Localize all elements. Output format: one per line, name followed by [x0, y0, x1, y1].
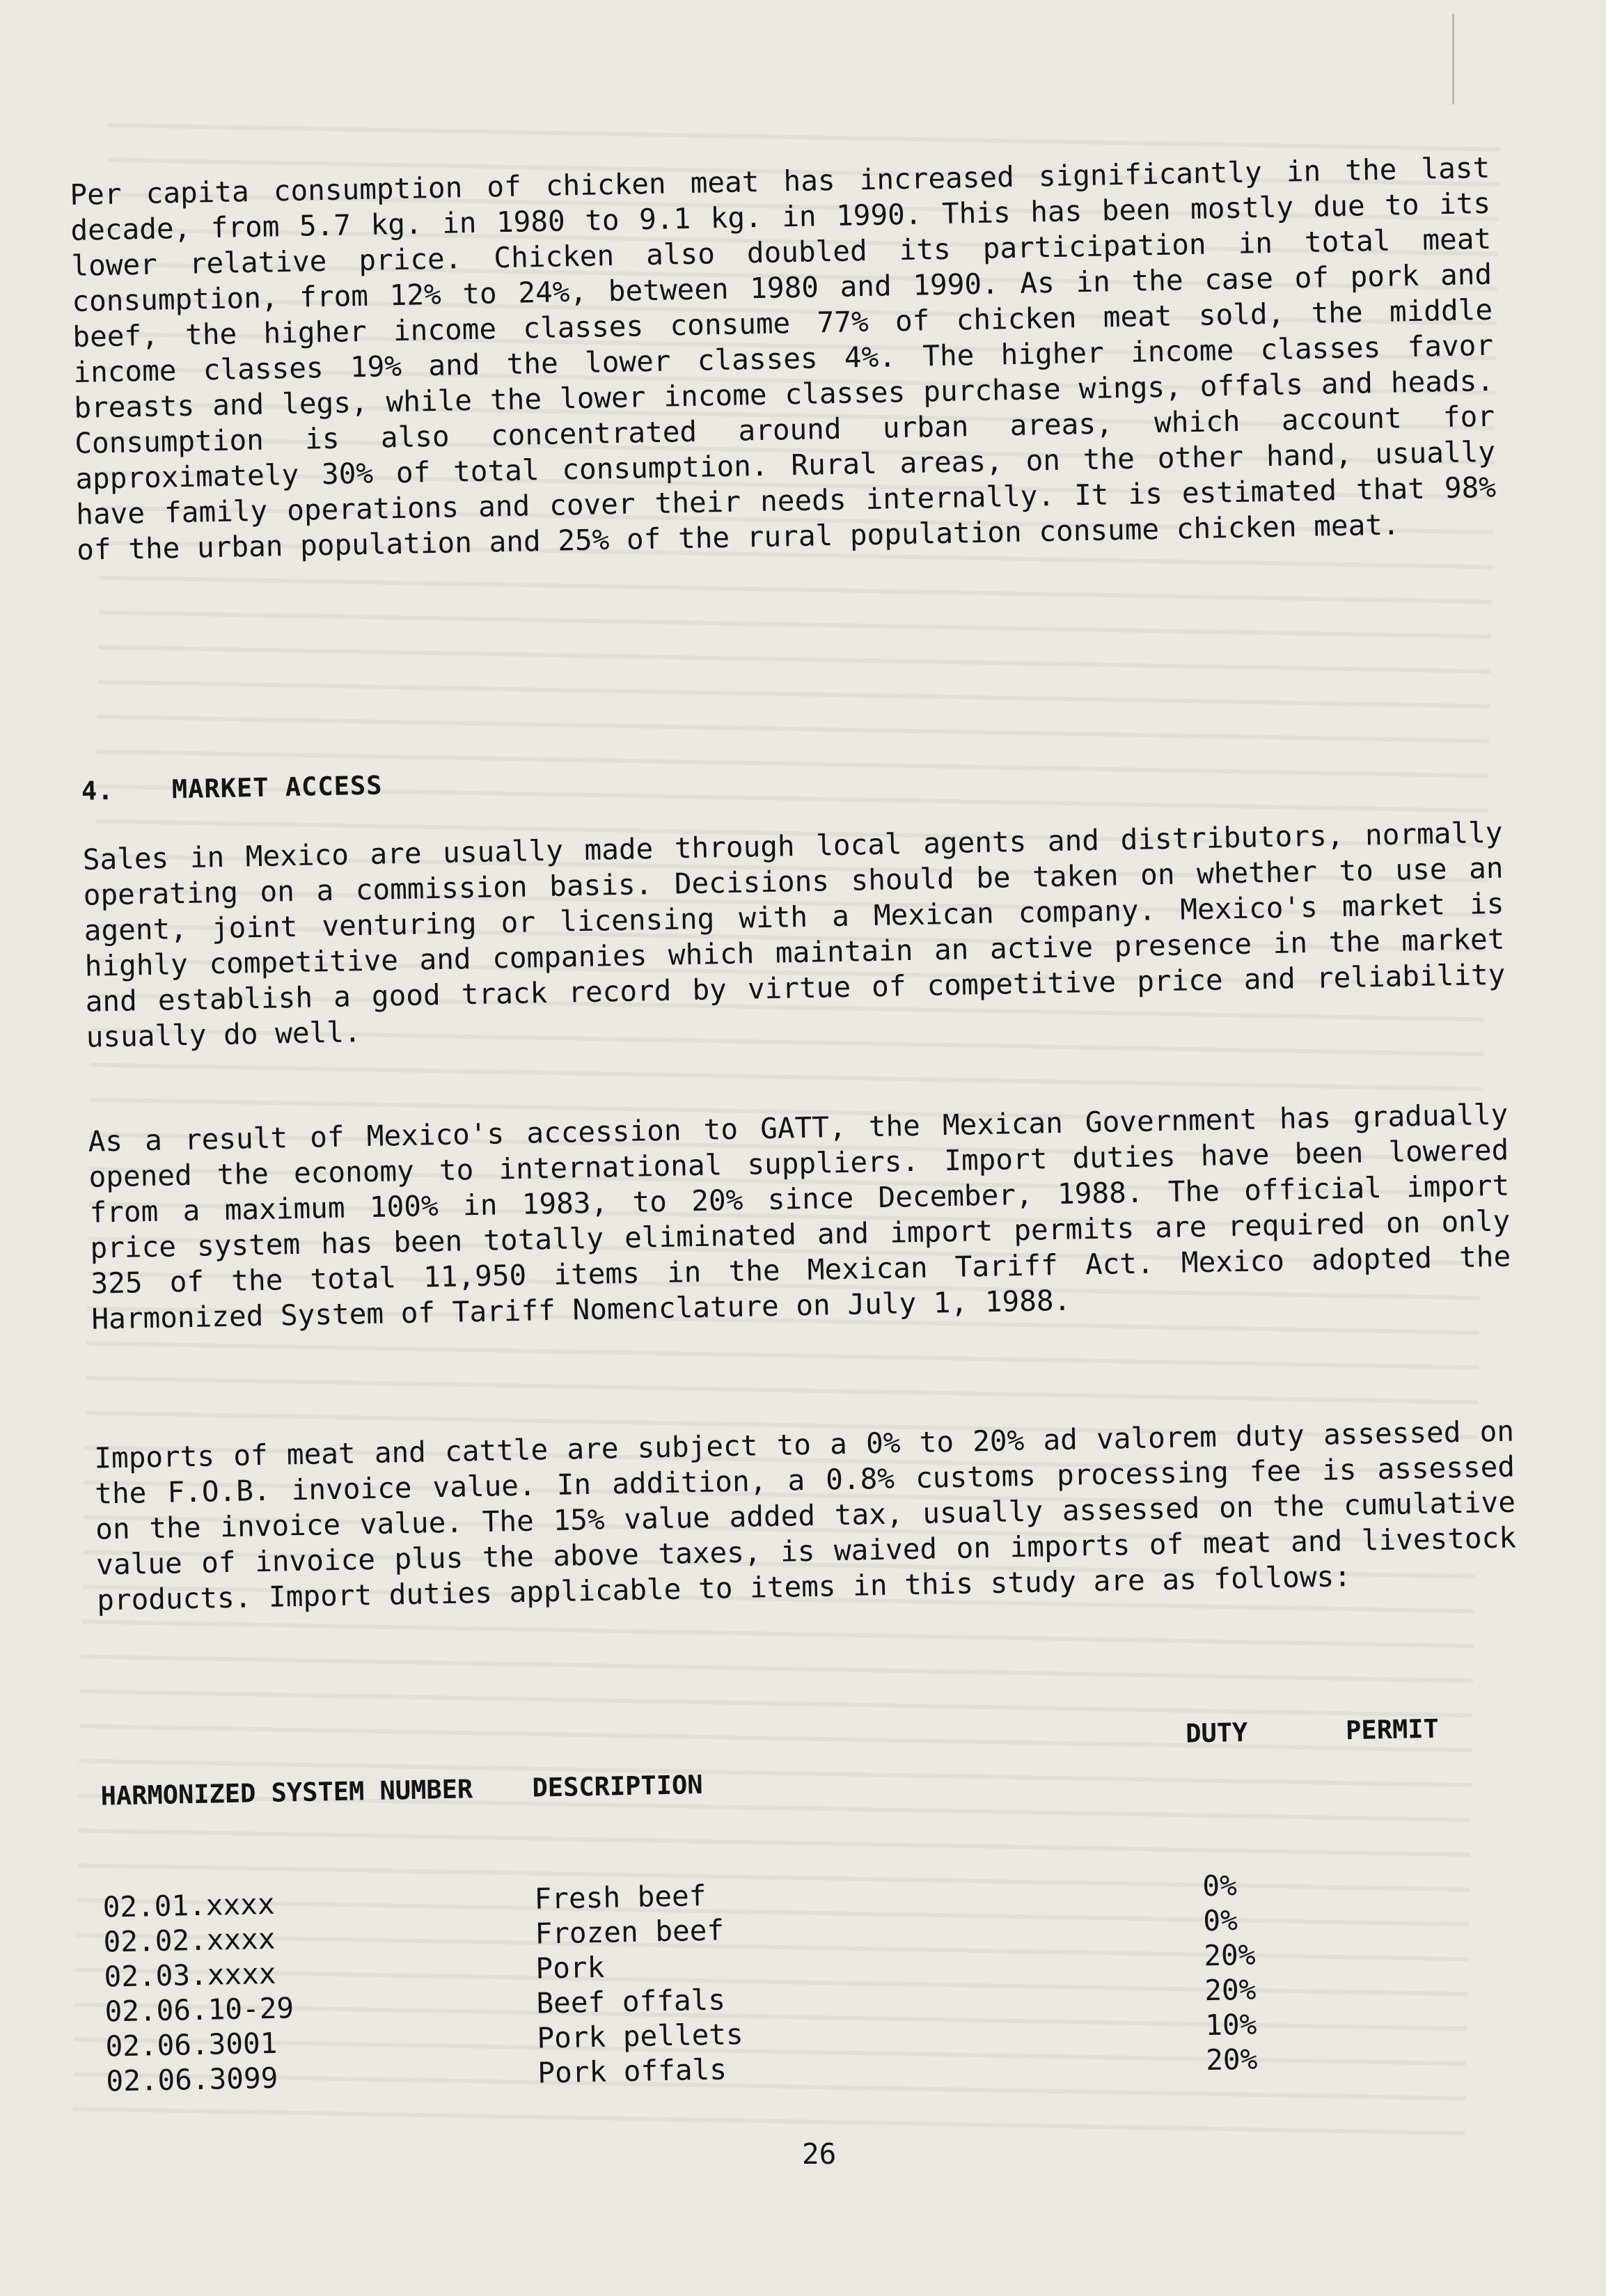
cell-code: 02.06.3001 [105, 2026, 278, 2063]
section-number: 4. [81, 775, 114, 806]
cell-duty: 20% [1204, 1972, 1257, 2008]
header-permit: PERMIT [1345, 1713, 1440, 1746]
cell-duty: 20% [1203, 1937, 1256, 1973]
cell-duty: 0% [1202, 1903, 1238, 1938]
section-title: MARKET ACCESS [171, 770, 383, 805]
cell-description: Pork offals [537, 2052, 727, 2090]
cell-code: 02.06.3099 [106, 2061, 278, 2098]
header-duty: DUTY [1185, 1717, 1248, 1749]
paragraph-import-duties: Imports of meat and cattle are subject to a 0% to 20% ad valorem duty assessed on the F.O.B. invoice value. In addition, a 0.8% customs processing fee is assessed on the invoice value. The 15% value added tax, usually assessed on the cumulative value of invoice plus the above taxes, is waived on imports of meat and livestock products. Import duties applicable to items in this study are as follows: [93, 1414, 1517, 1617]
cell-description: Beef offals [536, 1983, 726, 2020]
page-edge-mark [1452, 14, 1454, 104]
paragraph-chicken-consumption: Per capita consumption of chicken meat has increased significantly in the last decade, from 5.7 kg. in 1980 to 9.1 kg. in 1990. This has been mostly due to its lower relative price. Chicken also doubled its participation in total meat consumption, from 12% to 24%, between 1980 and 1990. As in the case of pork and beef, the higher income classes consume 77% of chicken meat sold, the middle income classes 19% and the lower classes 4%. The higher income classes favor breasts and legs, while the lower income classes purchase wings, offals and heads. Consumption is also concentrated around urban areas, which account for approximately 30% of total consumption. Rural areas, on the other hand, usually have family operations and cover their needs internally. It is estimated that 98% of the urban population and 25% of the rural population consume chicken meat. [70, 150, 1497, 567]
cell-code: 02.03.xxxx [104, 1956, 276, 1994]
cell-description: Pork [535, 1950, 605, 1986]
paragraph-gatt-accession: As a result of Mexico's accession to GATT, the Mexican Government has gradually opened the economy to international suppliers. Import duties have been lowered from a maximum 100% in 1983, to 20% since December, 1988. The official import price system has been totally eliminated and import permits are required on only 325 of the total 11,950 items in the Mexican Tariff Act. Mexico adopted the Harmonized System of Tariff Nomenclature on July 1, 1988. [88, 1097, 1511, 1336]
cell-code: 02.06.10-29 [104, 1991, 294, 2029]
section-heading [81, 771, 383, 806]
cell-code: 02.02.xxxx [103, 1921, 276, 1959]
page-number: 26 [802, 2137, 837, 2171]
header-hs-number: HARMONIZED SYSTEM NUMBER [100, 1774, 473, 1811]
cell-description: Fresh beef [534, 1878, 707, 1916]
header-description: DESCRIPTION [532, 1769, 703, 1803]
cell-description: Frozen beef [535, 1913, 725, 1951]
cell-duty: 20% [1205, 2042, 1258, 2077]
cell-code: 02.01.xxxx [102, 1887, 275, 1924]
paragraph-sales-agents: Sales in Mexico are usually made through local agents and distributors, normally operating on a commission basis. Decisions should be taken on whether to use an agent, joint venturing or licensing with a Mexican company. Mexico's market is highly competitive and companies which maintain an active presence in the market and establish a good track record by virtue of competitive price and reliability usually do well. [82, 815, 1506, 1054]
cell-duty: 0% [1202, 1869, 1238, 1903]
cell-duty: 10% [1204, 2007, 1257, 2043]
table-body [102, 1862, 1526, 2098]
cell-description: Pork pellets [536, 2017, 744, 2055]
